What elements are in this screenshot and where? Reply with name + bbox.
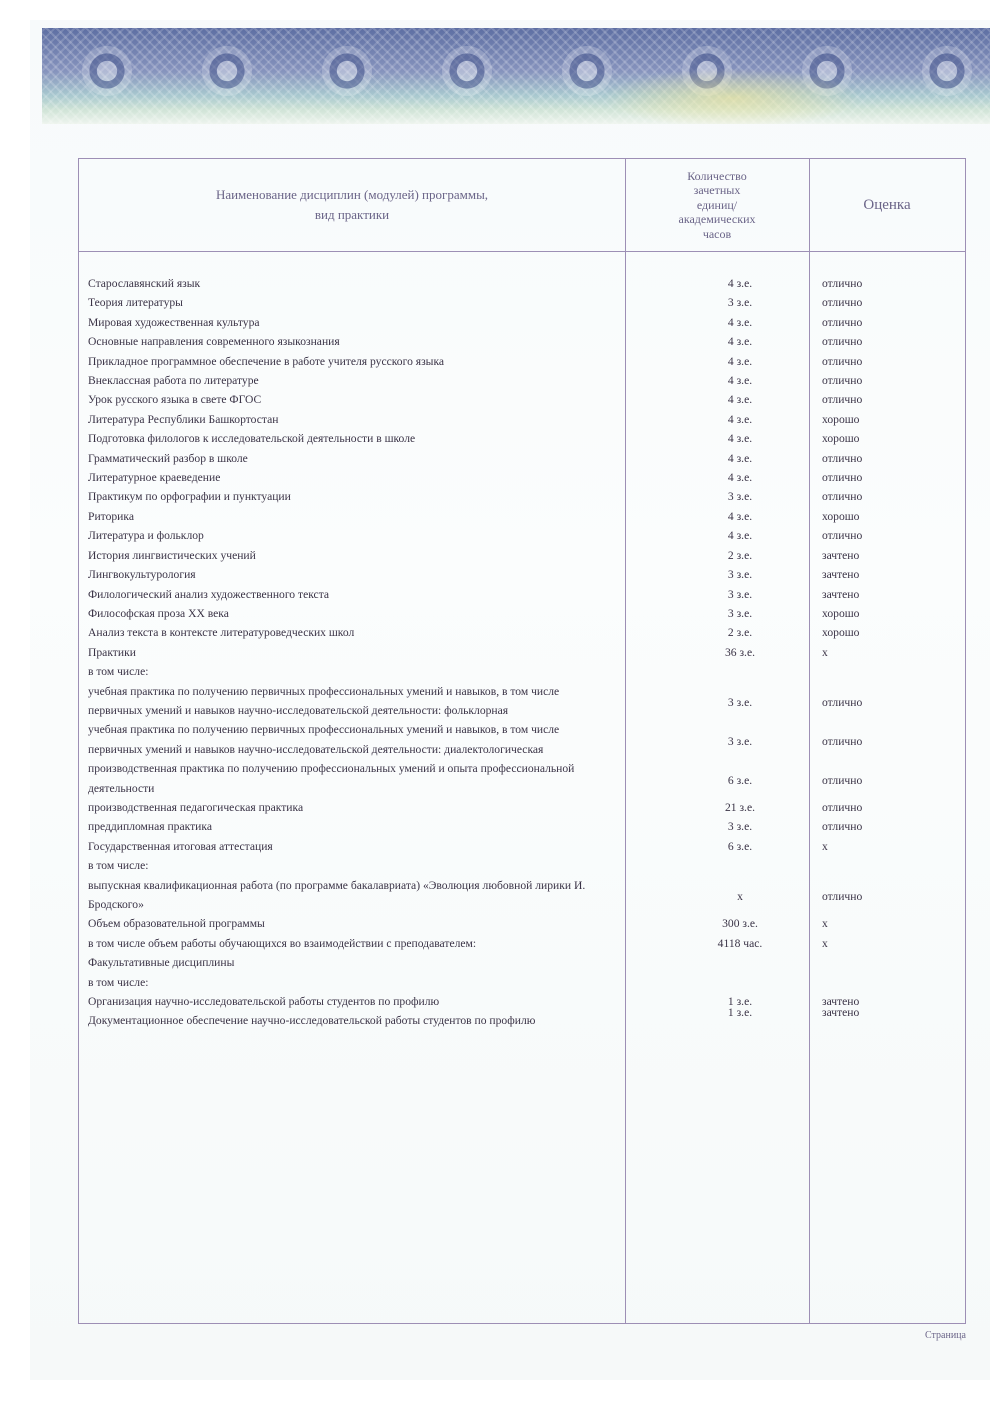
discipline-name: производственная педагогическая практика (88, 800, 304, 814)
discipline-name: в том числе: (88, 665, 149, 679)
table-row (88, 623, 968, 642)
credits-value: 3 з.е. (727, 296, 753, 310)
header-divider (79, 251, 965, 252)
credits-value: 36 з.е. (724, 645, 755, 659)
credits-value: 4 з.е. (727, 432, 753, 446)
table-row (88, 604, 968, 623)
grade-value: отлично (822, 529, 863, 543)
ornament-rosette (192, 36, 262, 106)
discipline-name: Организация научно-исследовательской работы студентов по профилю (88, 995, 440, 1009)
grade-value: х (822, 645, 828, 659)
table-row (88, 856, 968, 875)
table-row (88, 332, 968, 351)
credits-value: 4118 час. (717, 936, 763, 950)
discipline-name: Практикум по орфографии и пунктуации (88, 490, 291, 504)
discipline-name: Лингвокультурология (88, 568, 196, 582)
grade-value: отлично (822, 296, 863, 310)
grade-value: отлично (822, 471, 863, 485)
ornament-rosette (912, 36, 982, 106)
table-row (88, 352, 968, 371)
table-row (88, 720, 968, 759)
ornament-rosette (312, 36, 382, 106)
grade-value: отлично (822, 820, 863, 834)
credits-value: 4 з.е. (727, 451, 753, 465)
discipline-name: Урок русского языка в свете ФГОС (88, 393, 262, 407)
grade-value: зачтено (822, 568, 860, 582)
grade-value: отлично (822, 890, 863, 903)
credits-value: 6 з.е. (727, 773, 753, 787)
credits-value: 3 з.е. (727, 490, 753, 504)
table-row (88, 546, 968, 565)
credits-value: 21 з.е. (724, 800, 755, 814)
header-qty-line: часов (702, 226, 732, 241)
discipline-name: Литературное краеведение (88, 471, 221, 485)
credits-value: 4 з.е. (727, 315, 753, 329)
table-row (88, 759, 968, 798)
table-row (88, 313, 968, 332)
table-row (88, 565, 968, 584)
table-row (88, 507, 968, 526)
header-qty-line: академических (678, 212, 756, 227)
discipline-name: Объем образовательной программы (88, 917, 265, 931)
credits-value: 4 з.е. (727, 529, 753, 543)
grade-value: х (822, 917, 828, 931)
ornament-glow (602, 68, 862, 124)
credits-value: 3 з.е. (727, 734, 753, 748)
decorative-header-band (42, 28, 990, 124)
discipline-name: в том числе объем работы обучающихся во взаимодействии с преподавателем: (88, 936, 477, 950)
grade-value: отлично (822, 335, 863, 349)
discipline-name: Факультативные дисциплины (88, 956, 235, 970)
discipline-name: выпускная квалификационная работа (по программе бакалавриата) «Эволюция любовной лирики И. Бродского» (88, 878, 586, 911)
table-row (88, 449, 968, 468)
discipline-name: Философская проза XX века (88, 606, 229, 620)
table-row (88, 468, 968, 487)
grade-value: отлично (822, 734, 863, 748)
table-row (88, 643, 968, 662)
discipline-name: Прикладное программное обеспечение в работе учителя русского языка (88, 354, 445, 368)
discipline-name: в том числе: (88, 859, 149, 873)
grade-value: отлично (822, 490, 863, 504)
table-row (88, 1006, 968, 1030)
discipline-name: учебная практика по получению первичных профессиональных умений и навыков, в том числе первичных умений и навыков научно-исследовательской деятельности: диалектологическая (88, 723, 560, 756)
credits-value: 3 з.е. (727, 606, 753, 620)
grade-value: отлично (822, 277, 863, 290)
table-row (88, 487, 968, 506)
discipline-name: Грамматический разбор в школе (88, 451, 248, 465)
grade-value: хорошо (822, 432, 860, 446)
table-row (88, 274, 968, 293)
discipline-name: Практики (88, 645, 136, 659)
grade-value: отлично (822, 374, 863, 388)
credits-value: 4 з.е. (727, 393, 753, 407)
table-row (88, 526, 968, 545)
header-name-line: Наименование дисциплин (модулей) программы, (215, 187, 489, 202)
discipline-name: Риторика (88, 509, 134, 523)
table-row (88, 953, 968, 972)
header-qty-line: единиц/ (696, 197, 738, 212)
table-row (88, 798, 968, 817)
ornament-rosette (432, 36, 502, 106)
credits-value: 300 з.е. (722, 917, 758, 931)
discipline-name: Филологический анализ художественного текста (88, 587, 330, 601)
header-grade: Оценка (863, 196, 911, 213)
header-qty-line: зачетных (693, 183, 741, 198)
credits-value: 3 з.е. (727, 695, 753, 709)
discipline-name: Внеклассная работа по литературе (88, 374, 259, 388)
table-row (88, 876, 968, 915)
grade-value: отлично (822, 695, 863, 709)
discipline-name: Документационное обеспечение научно-исследовательской работы студентов по профилю (88, 1014, 536, 1028)
grade-value: зачтено (822, 995, 860, 1009)
credits-value: 4 з.е. (727, 277, 753, 290)
credits-value: 6 з.е. (727, 839, 753, 853)
credits-value: х (737, 890, 743, 903)
table-row (88, 817, 968, 836)
credits-value: 2 з.е. (727, 626, 753, 640)
credits-value: 2 з.е. (727, 548, 753, 562)
table-row (88, 390, 968, 409)
credits-value: 3 з.е. (727, 587, 753, 601)
grade-value: хорошо (822, 509, 860, 523)
table-row (88, 293, 968, 312)
ornament-rosette (72, 36, 142, 106)
discipline-name: Основные направления современного языкознания (88, 335, 340, 349)
page-label: Страница (925, 1330, 966, 1341)
credits-value: 4 з.е. (727, 509, 753, 523)
credits-value: 4 з.е. (727, 335, 753, 349)
grade-value: зачтено (822, 587, 860, 601)
table-row (88, 973, 968, 992)
grade-value: хорошо (822, 412, 860, 426)
table-row (88, 682, 968, 721)
discipline-name: Мировая художественная культура (88, 315, 260, 329)
discipline-name: Литература и фольклор (88, 529, 204, 543)
grade-value: отлично (822, 354, 863, 368)
credits-value: 4 з.е. (727, 374, 753, 388)
discipline-name: Государственная итоговая аттестация (88, 839, 273, 853)
discipline-name: в том числе: (88, 975, 149, 989)
grade-value: отлично (822, 393, 863, 407)
credits-value: 1 з.е. (727, 1006, 753, 1020)
grade-value: отлично (822, 315, 863, 329)
discipline-name: Старославянский язык (88, 277, 201, 290)
credits-value: 3 з.е. (727, 568, 753, 582)
table-row (88, 410, 968, 429)
table-body (88, 274, 968, 1031)
grade-value: отлично (822, 773, 863, 787)
table-row (88, 371, 968, 390)
credits-value: 4 з.е. (727, 354, 753, 368)
credits-value: 3 з.е. (727, 820, 753, 834)
discipline-name: Подготовка филологов к исследовательской деятельности в школе (88, 432, 416, 446)
table-row (88, 837, 968, 856)
credits-value: 1 з.е. (727, 995, 753, 1009)
grade-value: хорошо (822, 606, 860, 620)
header-discipline-name (79, 159, 625, 251)
credits-value: 4 з.е. (727, 471, 753, 485)
grade-value: зачтено (822, 1006, 860, 1020)
discipline-name: Теория литературы (88, 296, 183, 310)
table-row (88, 934, 968, 953)
credits-value: 4 з.е. (727, 412, 753, 426)
header-name-line: вид практики (314, 207, 390, 222)
table-row (88, 914, 968, 933)
table-row (88, 662, 968, 681)
table-row (88, 585, 968, 604)
grade-value: х (822, 839, 828, 853)
discipline-name: Литература Республики Башкортостан (88, 412, 279, 426)
grade-value: хорошо (822, 626, 860, 640)
grade-value: зачтено (822, 548, 860, 562)
grade-value: отлично (822, 800, 863, 814)
discipline-name: учебная практика по получению первичных профессиональных умений и навыков, в том числе первичных умений и навыков научно-исследовательской деятельности: фольклорная (88, 684, 560, 717)
header-qty-line: Количество (687, 168, 747, 183)
table-row (88, 429, 968, 448)
header-credits (625, 159, 809, 251)
discipline-name: Анализ текста в контексте литературоведческих школ (88, 626, 355, 640)
grade-value: х (822, 936, 828, 950)
discipline-name: производственная практика по получению профессиональных умений и опыта профессиональной деятельности (88, 762, 575, 795)
discipline-name: История лингвистических учений (88, 548, 256, 562)
grade-value: отлично (822, 451, 863, 465)
discipline-name: преддипломная практика (88, 820, 212, 834)
